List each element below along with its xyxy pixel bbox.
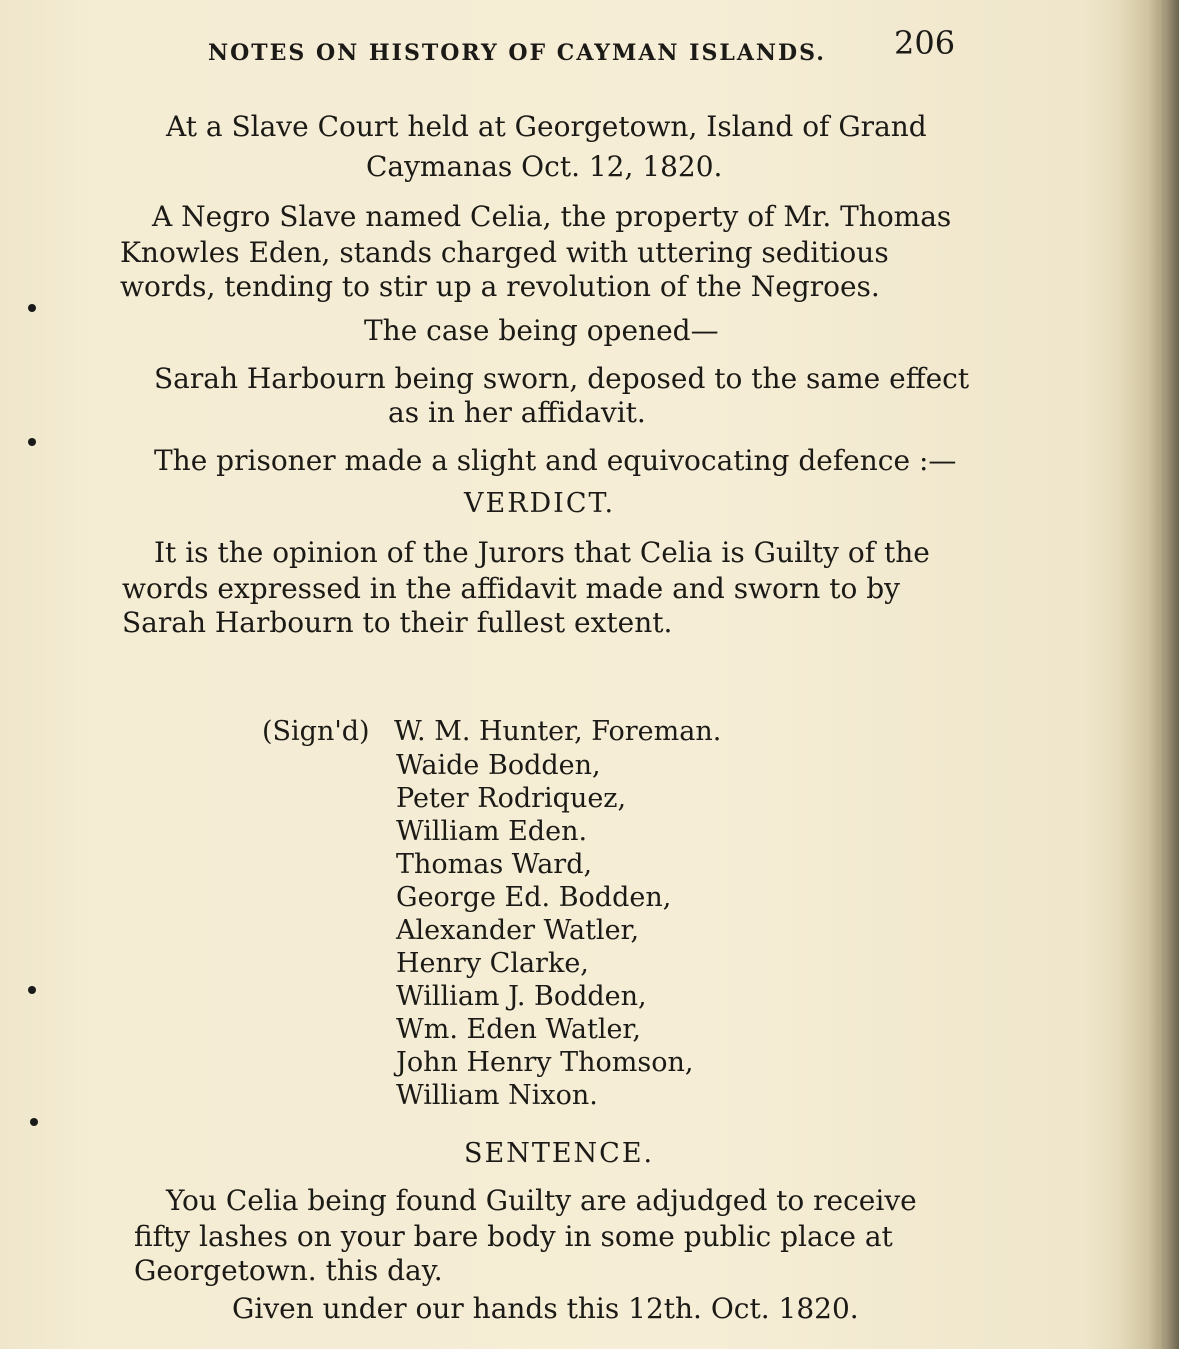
juror-name: Alexander Watler, [396, 915, 640, 946]
margin-mark [30, 1118, 38, 1126]
testimony-line-1: Sarah Harbourn being sworn, deposed to the same effect [154, 362, 970, 395]
verdict-line-1: It is the opinion of the Jurors that Celia is Guilty of the [154, 536, 930, 569]
sentence-line-3: Georgetown. this day. [134, 1254, 443, 1287]
margin-mark [28, 986, 36, 994]
margin-mark [28, 438, 36, 446]
juror-name: William Eden. [396, 816, 588, 847]
testimony-line-2: as in her affidavit. [388, 396, 646, 429]
juror-name: George Ed. Bodden, [396, 882, 672, 913]
juror-name: Thomas Ward, [396, 849, 593, 880]
juror-list [396, 749, 693, 1112]
sentence-heading: SENTENCE. [464, 1138, 655, 1169]
charge-line-3: words, tending to stir up a revolution of the Negroes. [120, 270, 880, 303]
page-edge-line [1159, 0, 1161, 1349]
charge-line-1: A Negro Slave named Celia, the property of Mr. Thomas [152, 200, 952, 233]
page-number: 206 [894, 24, 956, 62]
signature-foreman-row [262, 716, 721, 749]
running-title: NOTES ON HISTORY OF CAYMAN ISLANDS. [208, 40, 826, 66]
juror-name: John Henry Thomson, [396, 1047, 694, 1078]
juror-name: William J. Bodden, [396, 981, 647, 1012]
juror-name: Henry Clarke, [396, 948, 589, 979]
juror-name: Peter Rodriquez, [396, 783, 627, 814]
juror-name: William Nixon. [396, 1080, 598, 1111]
charge-line-2: Knowles Eden, stands charged with uttering seditious [120, 236, 889, 269]
sentence-line-2: fifty lashes on your bare body in some public place at [134, 1220, 893, 1253]
court-line-2: Caymanas Oct. 12, 1820. [366, 150, 723, 183]
foreman-name: W. M. Hunter, Foreman. [394, 716, 722, 747]
signed-label: (Sign'd) [262, 716, 370, 747]
defence-line: The prisoner made a slight and equivocating defence :— [154, 444, 957, 477]
margin-mark [28, 304, 36, 312]
verdict-line-2: words expressed in the affidavit made and sworn to by [122, 572, 900, 605]
court-line-1: At a Slave Court held at Georgetown, Island of Grand [166, 110, 927, 143]
case-opened: The case being opened— [364, 314, 719, 347]
juror-name: Wm. Eden Watler, [396, 1014, 641, 1045]
closing-line: Given under our hands this 12th. Oct. 1820. [232, 1292, 859, 1325]
verdict-heading: VERDICT. [464, 488, 616, 519]
page-edge-shadow [1119, 0, 1179, 1349]
verdict-line-3: Sarah Harbourn to their fullest extent. [122, 606, 673, 639]
juror-name: Waide Bodden, [396, 750, 601, 781]
sentence-line-1: You Celia being found Guilty are adjudged to receive [166, 1184, 917, 1217]
